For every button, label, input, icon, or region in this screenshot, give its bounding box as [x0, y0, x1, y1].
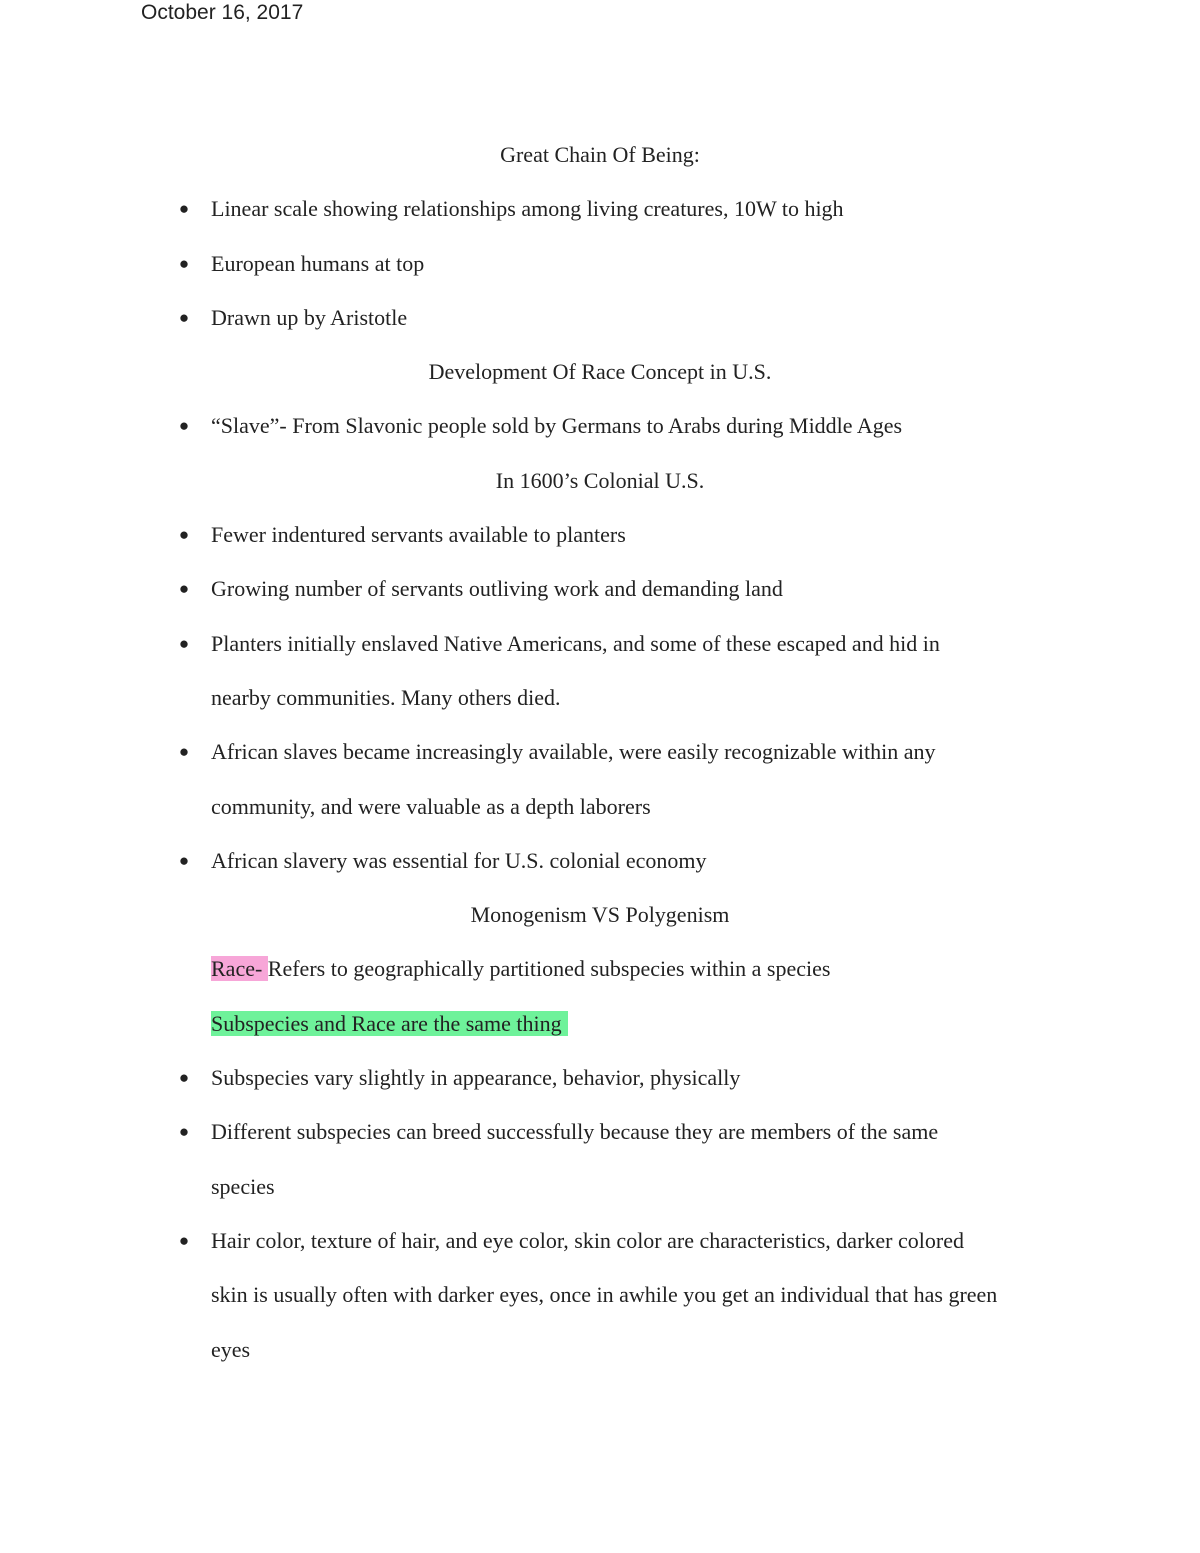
list-item-text: species [211, 1173, 275, 1199]
bullet-icon: ● [178, 1230, 190, 1250]
bullet-icon: ● [178, 633, 190, 653]
list-item [0, 834, 1200, 888]
list-item-text: Linear scale showing relationships among living creatures, 10W to high [211, 196, 844, 222]
list-item-text: African slaves became increasingly available, were easily recognizable within any [211, 739, 936, 765]
list-item-text: Growing number of servants outliving work and demanding land [211, 576, 783, 602]
document-date: October 16, 2017 [141, 1, 304, 24]
list-item [0, 237, 1200, 291]
bullet-icon: ● [178, 307, 190, 327]
list-item [0, 399, 1200, 453]
list-item [0, 1105, 1200, 1159]
bullet-icon: ● [178, 1122, 190, 1142]
list-item-text: European humans at top [211, 250, 425, 276]
list-item-continuation [0, 671, 1200, 725]
race-definition-body: Refers to geographically partitioned subspecies within a species [267, 956, 831, 982]
list-item-text: Fewer indentured servants available to planters [211, 522, 626, 548]
document-body [0, 128, 1200, 1377]
list-item [0, 182, 1200, 236]
list-item [0, 1214, 1200, 1268]
list-item [0, 617, 1200, 671]
list-item [0, 291, 1200, 345]
list-item-text: African slavery was essential for U.S. colonial economy [211, 847, 707, 873]
list-item-text: Planters initially enslaved Native Americans, and some of these escaped and hid in [211, 630, 940, 656]
list-item-text: Different subspecies can breed successfully because they are members of the same [211, 1119, 939, 1145]
highlighted-note [0, 997, 1200, 1051]
heading-colonial: In 1600’s Colonial U.S. [495, 467, 705, 493]
bullet-icon: ● [178, 579, 190, 599]
list-item-text: eyes [211, 1336, 251, 1362]
list-item [0, 725, 1200, 779]
list-item-text: community, and were valuable as a depth laborers [211, 793, 651, 819]
bullet-icon: ● [178, 253, 190, 273]
list-item-continuation [0, 1268, 1200, 1322]
race-definition-text [211, 942, 830, 996]
list-item-continuation [0, 780, 1200, 834]
list-item-text: skin is usually often with darker eyes, once in awhile you get an individual that has green [211, 1282, 998, 1308]
bullet-icon: ● [178, 199, 190, 219]
race-term-highlight: Race- [211, 956, 268, 982]
bullet-icon: ● [178, 525, 190, 545]
heading-race-concept: Development Of Race Concept in U.S. [428, 359, 772, 385]
list-item-continuation [0, 1323, 1200, 1377]
list-item [0, 1051, 1200, 1105]
list-item-text: Subspecies vary slightly in appearance, behavior, physically [211, 1065, 741, 1091]
list-item-continuation [0, 1160, 1200, 1214]
list-item-text: nearby communities. Many others died. [211, 684, 561, 710]
bullet-icon: ● [178, 1068, 190, 1088]
bullet-icon: ● [178, 416, 190, 436]
highlighted-note-text [211, 997, 568, 1051]
bullet-icon: ● [178, 850, 190, 870]
list-item [0, 508, 1200, 562]
heading-great-chain: Great Chain Of Being: [500, 142, 700, 167]
bullet-icon: ● [178, 742, 190, 762]
list-item [0, 562, 1200, 616]
heading-monogenism: Monogenism VS Polygenism [470, 902, 730, 928]
list-item-text: “Slave”- From Slavonic people sold by Germans to Arabs during Middle Ages [211, 413, 903, 439]
list-item-text: Hair color, texture of hair, and eye color, skin color are characteristics, darker colored [211, 1227, 964, 1253]
green-highlight: Subspecies and Race are the same thing [211, 1011, 568, 1036]
race-definition [0, 942, 1200, 996]
list-item-text: Drawn up by Aristotle [211, 304, 408, 330]
